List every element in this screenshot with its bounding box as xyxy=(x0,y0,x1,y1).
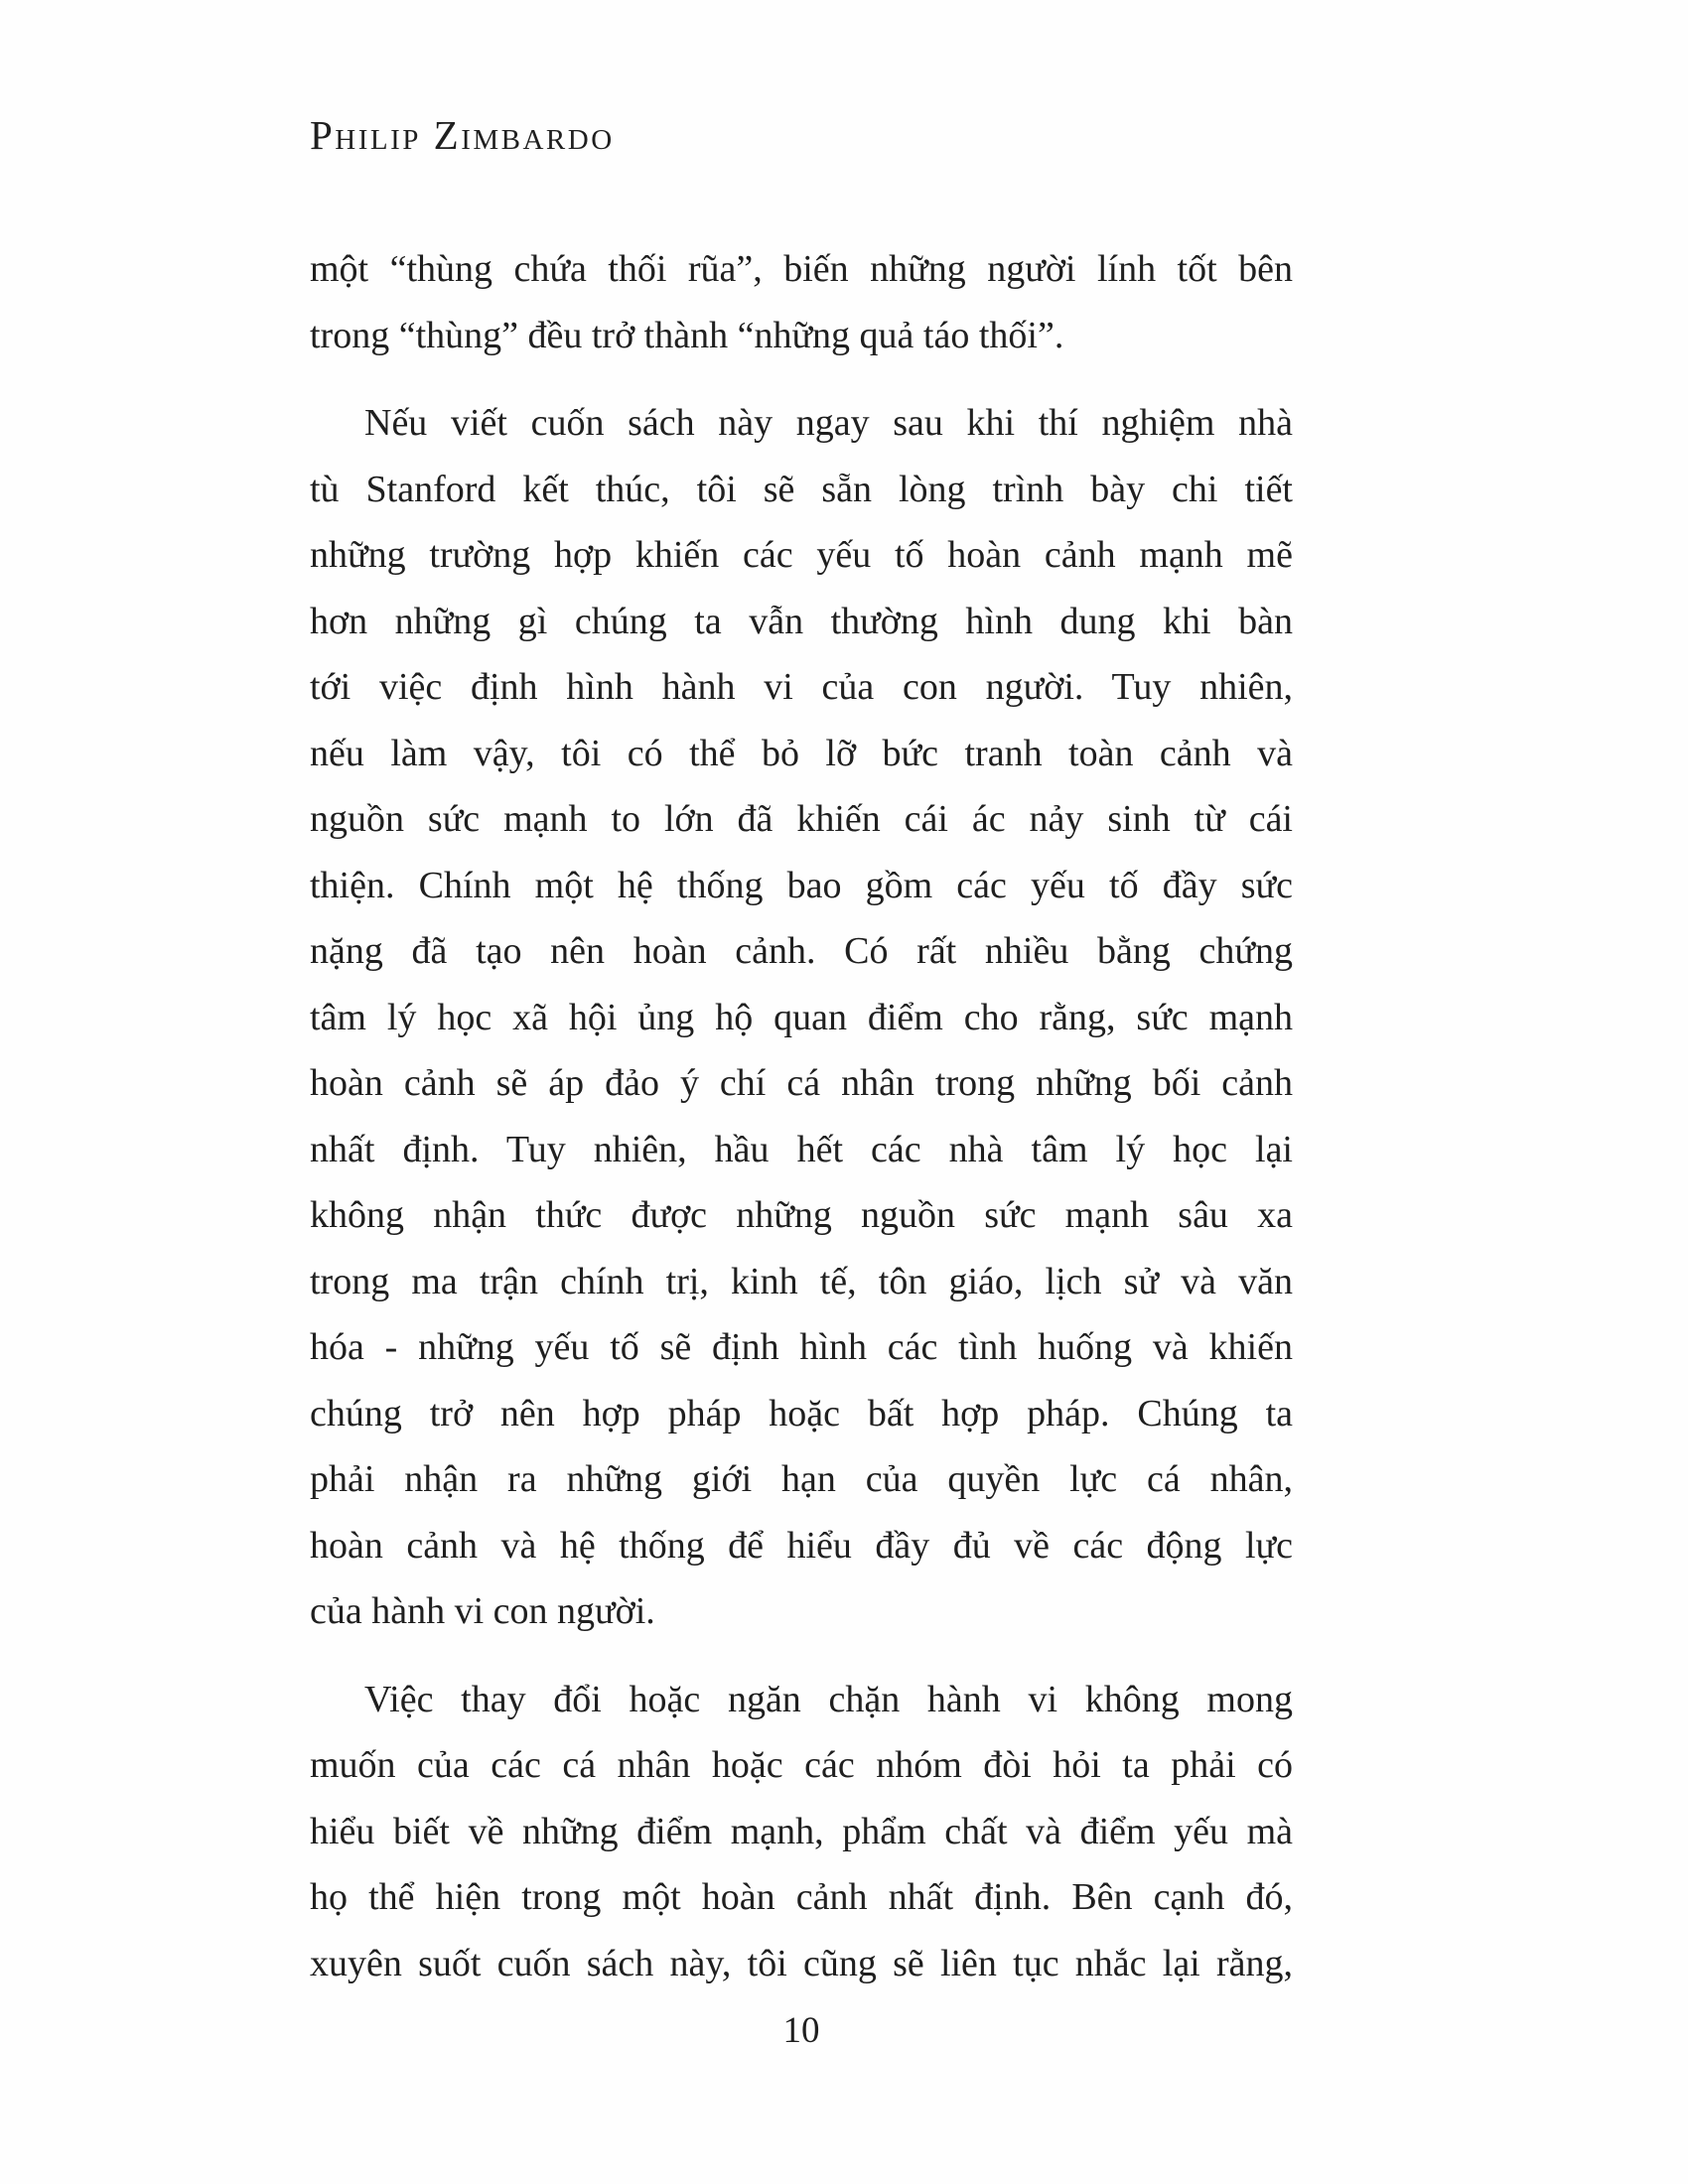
text-line: không nhận thức được những nguồn sức mạnh sâu xa xyxy=(310,1194,1293,1236)
text-line: nguồn sức mạnh to lớn đã khiến cái ác nảy sinh từ cái xyxy=(310,798,1293,840)
text-line: một “thùng chứa thối rũa”, biến những người lính tốt bên xyxy=(310,248,1293,290)
text-line: thiện. Chính một hệ thống bao gồm các yếu tố đầy sức xyxy=(310,864,1293,906)
paragraph xyxy=(310,236,1293,368)
paragraph xyxy=(310,390,1293,1645)
body-text xyxy=(310,236,1293,2018)
text-line: chúng trở nên hợp pháp hoặc bất hợp pháp. Chúng ta xyxy=(310,1392,1293,1434)
text-line: tâm lý học xã hội ủng hộ quan điểm cho rằng, sức mạnh xyxy=(310,996,1293,1038)
page-number: 10 xyxy=(782,2010,820,2051)
text-line: trong “thùng” đều trở thành “những quả táo thối”. xyxy=(310,314,1064,356)
text-line: những trường hợp khiến các yếu tố hoàn cảnh mạnh mẽ xyxy=(310,534,1293,576)
text-line: hơn những gì chúng ta vẫn thường hình dung khi bàn xyxy=(310,600,1293,642)
running-header: Philip Zimbardo xyxy=(310,112,615,158)
text-line: của hành vi con người. xyxy=(310,1590,655,1632)
text-line: hiểu biết về những điểm mạnh, phẩm chất và điểm yếu mà xyxy=(310,1810,1293,1852)
text-line: Việc thay đổi hoặc ngăn chặn hành vi không mong xyxy=(364,1678,1293,1720)
text-line: trong ma trận chính trị, kinh tế, tôn giáo, lịch sử và văn xyxy=(310,1260,1293,1302)
text-line: muốn của các cá nhân hoặc các nhóm đòi hỏi ta phải có xyxy=(310,1744,1293,1786)
text-line: hoàn cảnh sẽ áp đảo ý chí cá nhân trong những bối cảnh xyxy=(310,1062,1293,1104)
text-line: xuyên suốt cuốn sách này, tôi cũng sẽ liên tục nhắc lại rằng, xyxy=(310,1942,1293,1984)
text-line: hóa - những yếu tố sẽ định hình các tình huống và khiến xyxy=(310,1326,1293,1368)
text-line: Nếu viết cuốn sách này ngay sau khi thí nghiệm nhà xyxy=(364,402,1293,444)
text-line: phải nhận ra những giới hạn của quyền lực cá nhân, xyxy=(310,1458,1293,1500)
text-line: hoàn cảnh và hệ thống để hiểu đầy đủ về các động lực xyxy=(310,1524,1293,1567)
text-line: nếu làm vậy, tôi có thể bỏ lỡ bức tranh toàn cảnh và xyxy=(310,732,1293,774)
text-line: nhất định. Tuy nhiên, hầu hết các nhà tâm lý học lại xyxy=(310,1128,1293,1170)
text-line: nặng đã tạo nên hoàn cảnh. Có rất nhiều bằng chứng xyxy=(310,930,1293,972)
text-line: họ thể hiện trong một hoàn cảnh nhất định. Bên cạnh đó, xyxy=(310,1876,1293,1918)
text-line: tù Stanford kết thúc, tôi sẽ sẵn lòng trình bày chi tiết xyxy=(310,468,1293,510)
text-line: tới việc định hình hành vi của con người. Tuy nhiên, xyxy=(310,666,1293,708)
paragraph xyxy=(310,1667,1293,1997)
